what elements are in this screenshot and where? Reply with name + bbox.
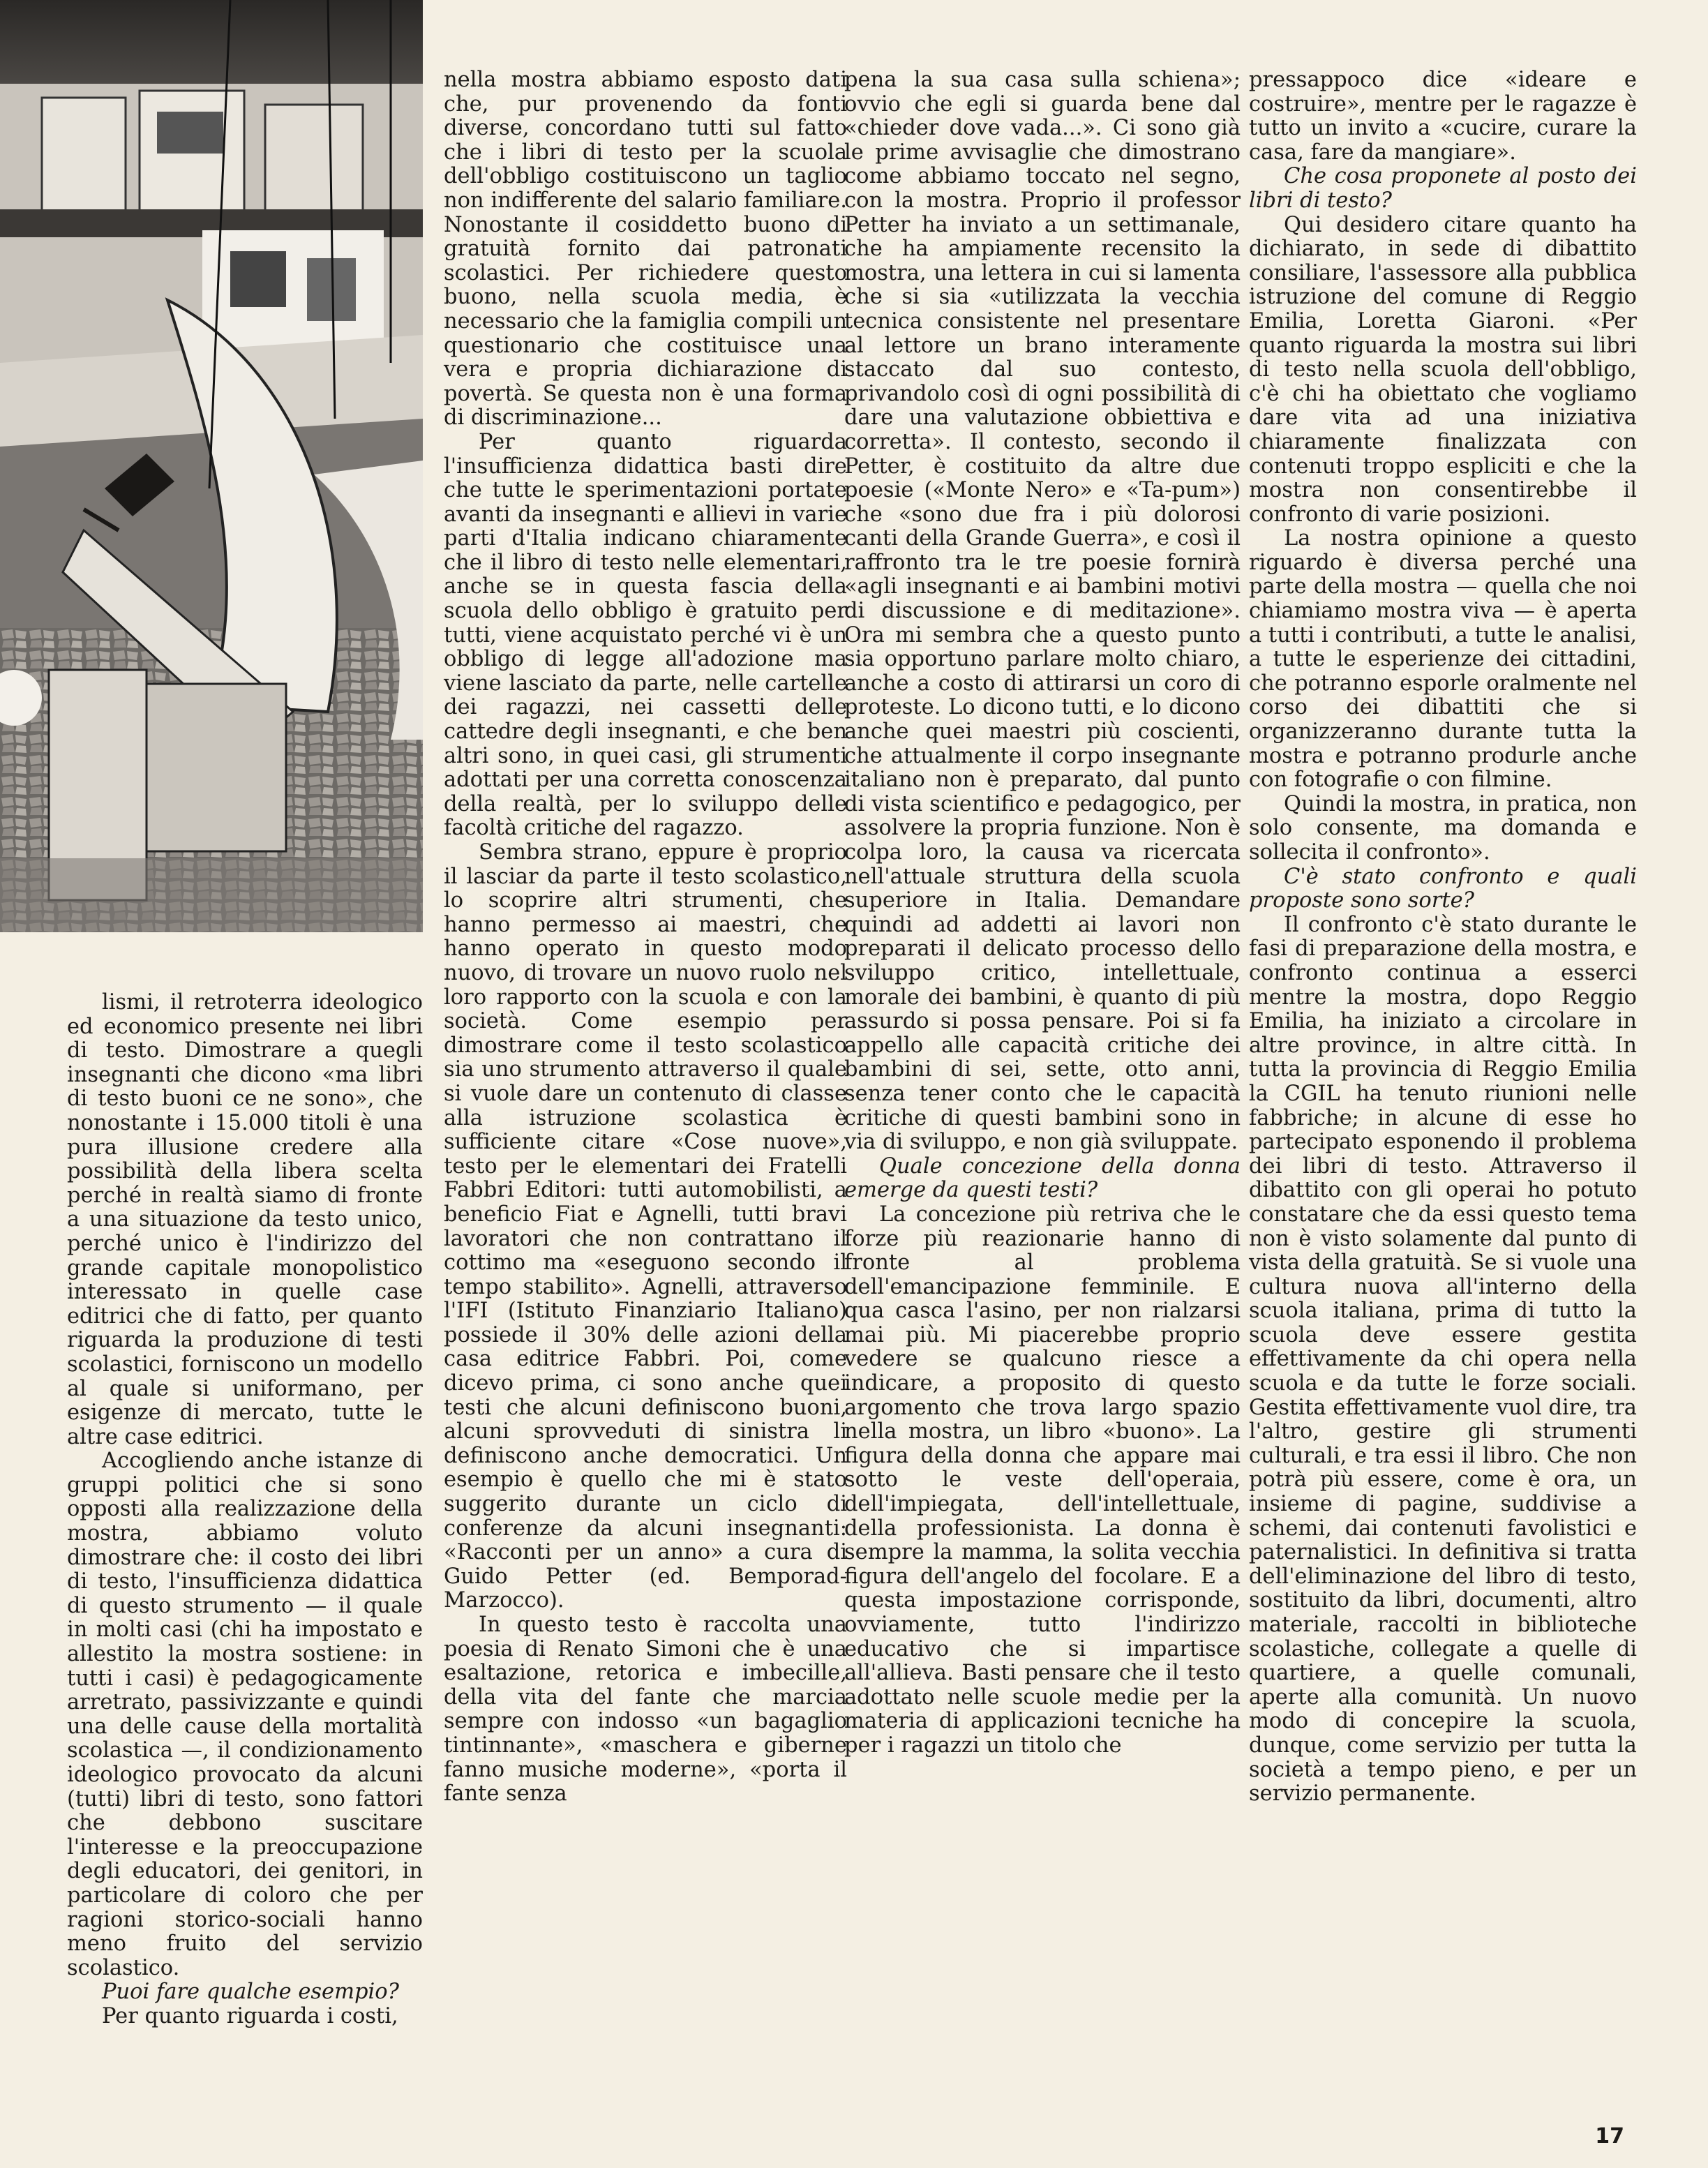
article-paragraph: pressappoco dice «ideare e costruire», mentre per le ragazze è tutto un invito a «cucire, curare la casa, fare da mangiare».	[1249, 68, 1637, 165]
article-paragraph: Qui desidero citare quanto ha dichiarato, in sede di dibattito consiliare, l'assessore alla pubblica istruzione del comune di Reggio Emilia, Loretta Giaroni. «Per quanto riguarda la mostra sui libri di testo nella scuola dell'obbligo, c'è chi ha obiettato che vogliamo dare vita ad una iniziativa chiaramente finalizzata con contenuti troppo espliciti e che la mostra non consentirebbe il confronto di varie posizioni.	[1249, 212, 1637, 527]
article-column-4	[1249, 68, 1637, 1807]
article-paragraph: pena la sua casa sulla schiena»; ovvio che egli si guarda bene dal «chieder dove vada...». Ci sono già le prime avvisaglie che dimostrano come abbiamo toccato nel segno, con la mostra. Proprio il professor Petter ha inviato a un settimanale, che ha ampiamente recensito la mostra, una lettera in cui si lamenta che si sia «utilizzata la vecchia tecnica consistente nel presentare al lettore un brano interamente staccato dal suo contesto, privandolo così di ogni possibilità di dare una valutazione obbiettiva e corretta». Il contesto, secondo il Petter, è costituito da altre due poesie («Monte Nero» e «Ta-pum») che «sono due fra i più dolorosi canti della Grande Guerra», e così il raffronto tra le tre poesie fornirà «agli insegnanti e ai bambini motivi di discussione e di meditazione». Ora mi sembra che a questo punto sia opportuno parlare molto chiaro, anche a costo di attirarsi un coro di proteste. Lo dicono tutti, e lo dicono anche quei maestri più coscienti, che attualmente il corpo insegnante italiano non è preparato, dal punto di vista scientifico e pedagogico, per assolvere la propria funzione. Non è colpa loro, la causa va ricercata nell'attuale struttura della scuola superiore in Italia. Demandare quindi ad addetti ai lavori non preparati il delicato processo dello sviluppo critico, intellettuale, morale dei bambini, è quanto di più assurdo si possa pensare. Poi si fa appello alle capacità critiche dei bambini di sei, sette, otto anni, senza tener conto che le capacità critiche di questi bambini sono in via di sviluppo, e non già sviluppate.	[844, 68, 1241, 1155]
interview-question: Quale concezione della donna emerge da questi testi?	[844, 1153, 1241, 1203]
exhibition-photo	[0, 0, 423, 932]
page-number: 17	[1595, 2124, 1624, 2148]
exhibition-photo-image	[0, 0, 423, 932]
article-paragraph: La concezione più retriva che le forze più reazionarie hanno di fronte al problema dell'emancipazione femminile. E qua casca l'asino, per non rialzarsi mai più. Mi piacerebbe proprio vedere se qualcuno riesce a indicare, a proposito di questo argomento che trova largo spazio nella mostra, un libro «buono». La figura della donna che appare mai sotto le veste dell'operaia, dell'impiegata, dell'intellettuale, della professionista. La donna è sempre la mamma, la solita vecchia figura dell'angelo del focolare. E a questa impostazione corrisponde, ovviamente, tutto l'indirizzo educativo che si impartisce all'allieva. Basti pensare che il testo adottato nelle scuole medie per la materia di applicazioni tecniche ha per i ragazzi un titolo che	[844, 1202, 1241, 1758]
article-paragraph: Quindi la mostra, in pratica, non solo consente, ma domanda e sollecita il confronto».	[1249, 791, 1637, 865]
article-paragraph: In questo testo è raccolta una poesia di Renato Simoni che è una esaltazione, retorica e imbecille, della vita del fante che marcia sempre con indosso «un bagaglio tintinnante», «maschera e giberne fanno musiche moderne», «porta il fante senza	[444, 1613, 847, 1807]
article-paragraph: nella mostra abbiamo esposto dati che, pur provenendo da fonti diverse, concordano tutti sul fatto che i libri di testo per la scuola dell'obbligo costituiscono un taglio non indifferente del salario familiare. Nonostante il cosiddetto buono di gratuità fornito dai patronati scolastici. Per richiedere questo buono, nella scuola media, è necessario che la famiglia compili un questionario che costituisce una vera e propria dichiarazione di povertà. Se questa non è una forma di discriminazione...	[444, 68, 847, 431]
interview-question: C'è stato confronto e quali proposte sono sorte?	[1249, 864, 1637, 913]
article-paragraph: Accogliendo anche istanze di gruppi politici che si sono opposti alla realizzazione della mostra, abbiamo voluto dimostrare che: il costo dei libri di testo, l'insufficienza didattica di questo strumento — il quale in molti casi (chi ha impostato e allestito la mostra sostiene: in tutti i casi) è pedagogicamente arretrato, passivizzante e quindi una delle cause della mortalità scolastica —, il condizionamento ideologico provocato da alcuni (tutti) libri di testo, sono fattori che debbono suscitare l'interesse e la preoccupazione degli educatori, dei genitori, in particolare di coloro che per ragioni storico-sociali hanno meno fruito del servizio scolastico.	[67, 1449, 423, 1980]
interview-question: Puoi fare qualche esempio?	[102, 1980, 400, 2005]
article-column-2	[444, 68, 847, 1807]
article-paragraph: La nostra opinione a questo riguardo è diversa perché una parte della mostra — quella che noi chiamiamo mostra viva — è aperta a tutti i contributi, a tutte le analisi, a tutte le esperienze dei cittadini, che potranno esporle oralmente nel corso dei dibattiti che si organizzeranno durante tutta la mostra e potranno produrle anche con fotografie o con filmine.	[1249, 526, 1637, 793]
article-paragraph: lismi, il retroterra ideologico ed economico presente nei libri di testo. Dimostrare a quegli insegnanti che dicono «ma libri di testo buoni ce ne sono», che nonostante i 15.000 titoli è una pura illusione credere alla possibilità della libera scelta perché in realtà siamo di fronte a una situazione da testo unico, perché unico è l'indirizzo del grande capitale monopolistico interessato in quelle case editrici che di fatto, per quanto riguarda la produzione di testi scolastici, forniscono un modello al quale si uniformano, per esigenze di mercato, tutte le altre case editrici.	[67, 990, 423, 1449]
article-paragraph: Il confronto c'è stato durante le fasi di preparazione della mostra, e confronto continua a esserci mentre la mostra, dopo Reggio Emilia, ha iniziato a circolare in altre province, in altre città. In tutta la provincia di Reggio Emilia la CGIL ha tenuto riunioni nelle fabbriche; in alcune di esse ho partecipato esponendo il problema dei libri di testo. Attraverso il dibattito con gli operai ho potuto constatare che da essi questo tema non è visto solamente dal punto di vista della gratuità. Se si vuole una cultura nuova all'interno della scuola italiana, prima di tutto la scuola deve essere gestita effettivamente da chi opera nella scuola e da tutte le forze sociali. Gestita effettivamente vuol dire, tra l'altro, gestire gli strumenti culturali, e tra essi il libro. Che non potrà più essere, come è ora, un insieme di pagine, suddivise a schemi, dai contenuti favolistici e paternalistici. In definitiva si tratta dell'eliminazione del libro di testo, sostituito da libri, documenti, altro materiale, raccolti in biblioteche scolastiche, collegate a quelle di quartiere, a quelle comunali, aperte alla comunità. Un nuovo modo di concepire la scuola, dunque, come servizio per tutta la società a tempo pieno, e per un servizio permanente.	[1249, 912, 1637, 1807]
article-paragraph: Per quanto riguarda l'insufficienza didattica basti dire che tutte le sperimentazioni portate avanti da insegnanti e allievi in varie parti d'Italia indicano chiaramente che il libro di testo nelle elementari, anche se in questa fascia della scuola dello obbligo è gratuito per tutti, viene acquistato perché vi è un obbligo di legge all'adozione ma viene lasciato da parte, nelle cartelle dei ragazzi, nei cassetti delle cattedre degli insegnanti, e che ben altri sono, in quei casi, gli strumenti adottati per una corretta conoscenza della realtà, per lo sviluppo delle facoltà critiche del ragazzo.	[444, 429, 847, 841]
interview-question: Che cosa proponete al posto dei libri di testo?	[1249, 164, 1637, 213]
article-column-3	[844, 68, 1241, 1758]
article-column-1	[67, 991, 423, 2029]
article-paragraph: Per quanto riguarda i costi,	[102, 2003, 398, 2028]
article-paragraph: Sembra strano, eppure è proprio il lasciar da parte il testo scolastico, lo scoprire altri strumenti, che hanno permesso ai maestri, che hanno operato in questo modo nuovo, di trovare un nuovo ruolo nel loro rapporto con la scuola e con la società. Come esempio per dimostrare come il testo scolastico sia uno strumento attraverso il quale si vuole dare un contenuto di classe alla istruzione scolastica è sufficiente citare «Cose nuove», testo per le elementari dei Fratelli Fabbri Editori: tutti automobilisti, a beneficio Fiat e Agnelli, tutti bravi lavoratori che non contrattano il cottimo ma «eseguono secondo il tempo stabilito». Agnelli, attraverso l'IFI (Istituto Finanziario Italiano) possiede il 30% delle azioni della casa editrice Fabbri. Poi, come dicevo prima, ci sono anche quei testi che alcuni definiscono buoni, alcuni sprovveduti di sinistra li definiscono anche democratici. Un esempio è quello che mi è stato suggerito durante un ciclo di conferenze da alcuni insegnanti: «Racconti per un anno» a cura di Guido Petter (ed. Bemporad-Marzocco).	[444, 840, 847, 1613]
